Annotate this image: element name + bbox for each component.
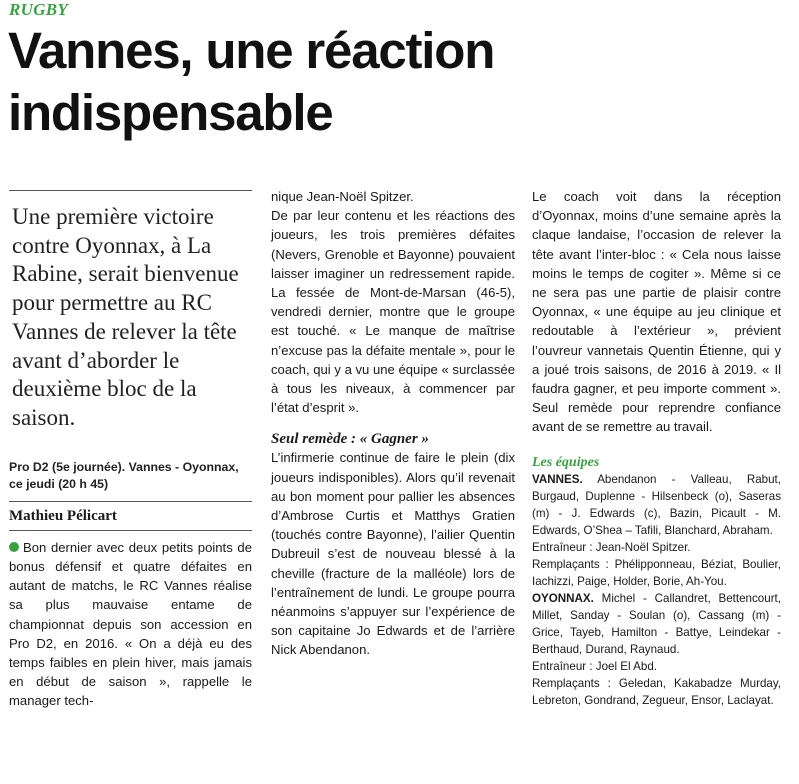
vannes-players: Abendanon - Valleau, Rabut, Burgaud, Duplenne - Hilsenbeck (o), Saseras (m) - J. Edwards (c), Bazin, Picault - M. Edwards, O’Shea – Tafili, Blanchard, Abraham. [532, 472, 781, 537]
oyonnax-label: OYONNAX. [532, 591, 594, 605]
author-byline: Mathieu Pélicart [9, 501, 252, 531]
bullet-dot-icon [9, 542, 19, 552]
body-paragraph-2b: De par leur contenu et les réactions des joueurs, les trois premières défaites (Nevers, Grenoble et Bayonne) pouvaient laisser imaginer un redressement rapide. La fessée de Mont-de-Marsan (46-5), vendredi dernier, montre que le groupe est touché. « Le manque de maîtrise n’excuse pas la défaite mentale », pour le coach, qui y a vu une équipe « surclassée à tous les niveaux, à commencer par l’état d’esprit ». [271, 208, 515, 416]
column-1 [9, 190, 252, 711]
top-rule [9, 190, 252, 191]
body-text-1: Bon dernier avec deux petits points de bonus défensif et quatre défaites en autant de matchs, le RC Vannes réalise sa plus mauvaise entame de championnat depuis son accession en Pro D2, en 2016. « On a déjà eu des temps faibles en plein hiver, mais jamais en début de saison », rappelle le manager tech- [9, 539, 252, 709]
oyonnax-players: Michel - Callandret, Bettencourt, Millet, Sanday - Soulan (o), Cassang (m) - Grice, Tayeb, Hamilton - Battye, Leindekar - Berthaud, Durand, Raynaud. [532, 591, 781, 656]
column-2 [271, 187, 515, 660]
vannes-subs: Remplaçants : Phélipponneau, Béziat, Boulier, Iachizzi, Paige, Holder, Borie, Ah-You. [532, 557, 781, 588]
match-info: Pro D2 (5e journée). Vannes - Oyonnax, ce jeudi (20 h 45) [9, 459, 239, 491]
oyonnax-coach: Entraîneur : Joel El Abd. [532, 659, 658, 673]
column-3 [532, 187, 781, 709]
subheading: Seul remède : « Gagner » [271, 431, 429, 448]
body-paragraph-1 [9, 538, 252, 711]
body-paragraph-2c: L’infirmerie continue de faire le plein (dix joueurs indisponibles). Alors qu’il revenait au bon moment pour pallier les absences d’Ambrose Curtis et Matthys Gratien (touchés contre Bayonne), l’ailier Quentin Dubreuil s’est de nouveau blessé à la cheville (fracture de la malléole) lors de l’entraînement de lundi. Le groupe pourra néanmoins s’appuyer sur l’expérience de son capitaine Jo Edwards et de l’arrière Nick Abendanon. [271, 450, 515, 658]
oyonnax-lineup [532, 590, 781, 658]
body-paragraph-2a: nique Jean-Noël Spitzer. [271, 189, 414, 204]
body-paragraph-3: Le coach voit dans la réception d’Oyonnax, moins d’une semaine après la claque landaise, l’occasion de relever la tête avant l’inter-bloc : « Cela nous laisse moins le temps de cogiter ». Même si ce ne sera pas une partie de plaisir contre Oyonnax, « une équipe au jeu clinique et redoutable à l’extérieur », prévient l’ouvreur vannetais Quentin Étienne, qui y a joué trois saisons, de 2016 à 2019. « Il faudra gagner, et peu importe comment ». Seul remède pour reprendre confiance avant de se remettre au travail. [532, 189, 781, 435]
vannes-coach: Entraîneur : Jean-Noël Spitzer. [532, 540, 691, 554]
section-label: RUGBY [9, 0, 69, 19]
teams-heading: Les équipes [532, 454, 600, 470]
oyonnax-subs: Remplaçants : Geledan, Kakabadze Murday, Lebreton, Gondrand, Zegueur, Ensor, Laclayat. [532, 676, 781, 707]
vannes-label: VANNES. [532, 472, 583, 486]
chapo: Une première victoire contre Oyonnax, à La Rabine, serait bienvenue pour permettre au RC Vannes de relever la tête avant d’aborder le deuxième bloc de la saison. [12, 204, 239, 430]
headline: Vannes, une réaction indispensable [8, 22, 495, 141]
vannes-lineup [532, 471, 781, 539]
